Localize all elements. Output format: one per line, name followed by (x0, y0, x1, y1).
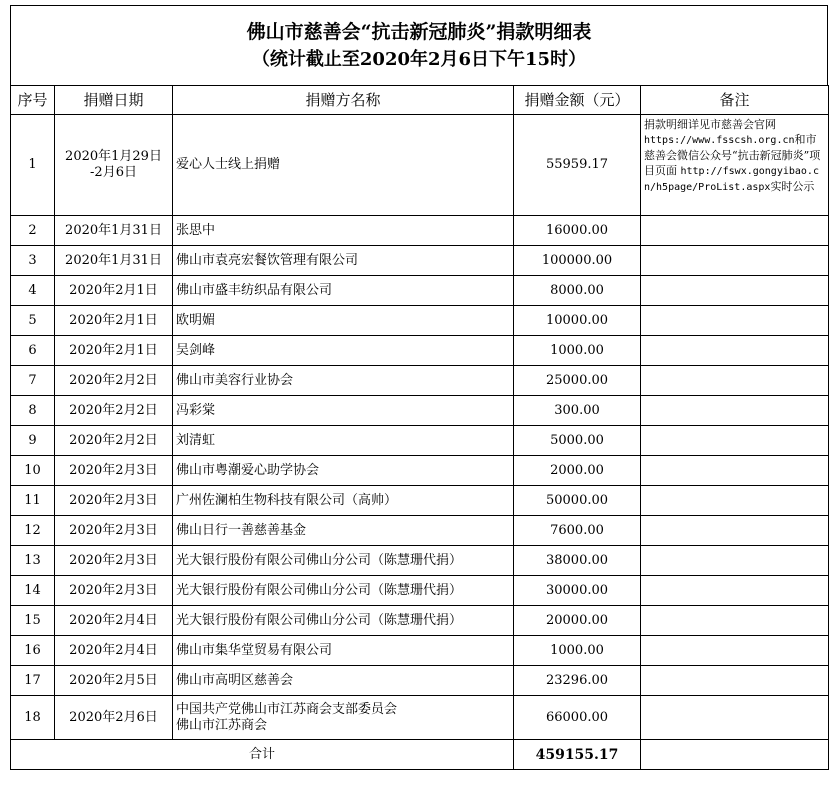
cell-note (641, 336, 829, 366)
cell-donor: 爱心人士线上捐赠 (173, 115, 514, 216)
cell-date: 2020年2月1日 (55, 276, 173, 306)
note-link-official-site[interactable]: https://www.fsscsh.org.cn (644, 135, 795, 146)
cell-amount: 5000.00 (514, 426, 641, 456)
table-row (11, 696, 829, 740)
cell-donor: 佛山市高明区慈善会 (173, 666, 514, 696)
cell-donor: 张思中 (173, 216, 514, 246)
cell-note (641, 246, 829, 276)
cell-no: 2 (11, 216, 55, 246)
cell-no: 11 (11, 486, 55, 516)
cell-date: 2020年2月3日 (55, 516, 173, 546)
table-header-row (11, 86, 829, 115)
cell-amount: 25000.00 (514, 366, 641, 396)
cell-amount: 23296.00 (514, 666, 641, 696)
cell-donor: 吴剑峰 (173, 336, 514, 366)
cell-note (641, 276, 829, 306)
cell-note (641, 216, 829, 246)
cell-amount: 2000.00 (514, 456, 641, 486)
cell-amount: 1000.00 (514, 636, 641, 666)
cell-date: 2020年2月3日 (55, 456, 173, 486)
cell-amount: 1000.00 (514, 336, 641, 366)
table-row (11, 426, 829, 456)
table-row (11, 456, 829, 486)
cell-note (641, 636, 829, 666)
cell-donor: 欧明媚 (173, 306, 514, 336)
cell-amount: 66000.00 (514, 696, 641, 740)
table-row (11, 636, 829, 666)
cell-donor: 广州佐澜柏生物科技有限公司（高帅） (173, 486, 514, 516)
cell-amount: 16000.00 (514, 216, 641, 246)
table-row (11, 306, 829, 336)
cell-donor: 佛山市盛丰纺织品有限公司 (173, 276, 514, 306)
cell-date: 2020年2月3日 (55, 486, 173, 516)
column-header-amount: 捐赠金额（元） (514, 86, 641, 115)
cell-no: 9 (11, 426, 55, 456)
cell-no: 13 (11, 546, 55, 576)
note-link-project-page[interactable]: http://fswx.gongyibao.cn/h5page/ProList.aspx (644, 166, 819, 193)
cell-amount: 300.00 (514, 396, 641, 426)
cell-amount: 30000.00 (514, 576, 641, 606)
table-row (11, 546, 829, 576)
cell-no: 18 (11, 696, 55, 740)
cell-date: 2020年2月1日 (55, 336, 173, 366)
cell-amount: 100000.00 (514, 246, 641, 276)
cell-no: 4 (11, 276, 55, 306)
cell-donor: 光大银行股份有限公司佛山分公司（陈慧珊代捐） (173, 576, 514, 606)
cell-no: 14 (11, 576, 55, 606)
column-header-donor: 捐赠方名称 (173, 86, 514, 115)
cell-no: 10 (11, 456, 55, 486)
cell-amount: 7600.00 (514, 516, 641, 546)
table-row (11, 336, 829, 366)
cell-date (55, 115, 173, 216)
donor-line: 佛山市江苏商会 (176, 717, 268, 733)
cell-date: 2020年1月31日 (55, 246, 173, 276)
cell-note (641, 426, 829, 456)
cell-donor: 佛山市粤潮爱心助学协会 (173, 456, 514, 486)
column-header-date: 捐赠日期 (55, 86, 173, 115)
cell-no: 8 (11, 396, 55, 426)
note-text: 和市慈善会微信公众号“抗击新冠肺炎”项目页面 (644, 133, 821, 177)
page-title: 佛山市慈善会“抗击新冠肺炎”捐款明细表 (246, 20, 592, 43)
cell-no: 1 (11, 115, 55, 216)
column-header-note: 备注 (641, 86, 829, 115)
cell-date: 2020年2月2日 (55, 366, 173, 396)
cell-note (641, 546, 829, 576)
cell-donor (173, 696, 514, 740)
cell-note (641, 576, 829, 606)
cell-no: 17 (11, 666, 55, 696)
total-row (11, 740, 829, 770)
cell-donor: 佛山市集华堂贸易有限公司 (173, 636, 514, 666)
cell-note (641, 696, 829, 740)
total-amount: 459155.17 (514, 740, 641, 770)
date-line: 2020年1月29日 (65, 149, 162, 164)
cell-note (641, 366, 829, 396)
note-text: 实时公示 (770, 180, 815, 193)
table-row (11, 366, 829, 396)
total-label: 合计 (11, 740, 514, 770)
cell-donor: 佛山市美容行业协会 (173, 366, 514, 396)
cell-no: 15 (11, 606, 55, 636)
donation-sheet (10, 5, 828, 770)
column-header-no: 序号 (11, 86, 55, 115)
cell-note (641, 486, 829, 516)
cell-amount: 8000.00 (514, 276, 641, 306)
cell-note (641, 396, 829, 426)
cell-donor: 佛山市袁亮宏餐饮管理有限公司 (173, 246, 514, 276)
cell-date: 2020年2月1日 (55, 306, 173, 336)
cell-date: 2020年2月5日 (55, 666, 173, 696)
cell-donor: 佛山日行一善慈善基金 (173, 516, 514, 546)
cell-no: 5 (11, 306, 55, 336)
note-text: 捐款明细详见市慈善会官网 (644, 118, 776, 131)
cell-no: 16 (11, 636, 55, 666)
title-block (10, 5, 828, 85)
cell-date: 2020年2月3日 (55, 546, 173, 576)
cell-note (641, 115, 829, 216)
cell-donor: 光大银行股份有限公司佛山分公司（陈慧珊代捐） (173, 606, 514, 636)
cell-amount: 55959.17 (514, 115, 641, 216)
cell-amount: 50000.00 (514, 486, 641, 516)
cell-donor: 光大银行股份有限公司佛山分公司（陈慧珊代捐） (173, 546, 514, 576)
table-row (11, 516, 829, 546)
date-line: -2月6日 (90, 165, 137, 180)
page-subtitle: （统计截止至2020年2月6日下午15时） (251, 48, 587, 70)
cell-note (641, 516, 829, 546)
cell-date: 2020年2月6日 (55, 696, 173, 740)
cell-date: 2020年2月3日 (55, 576, 173, 606)
cell-note (641, 456, 829, 486)
cell-no: 7 (11, 366, 55, 396)
table-row (11, 576, 829, 606)
table-row (11, 115, 829, 216)
cell-date: 2020年1月31日 (55, 216, 173, 246)
cell-no: 3 (11, 246, 55, 276)
cell-date: 2020年2月4日 (55, 606, 173, 636)
cell-no: 12 (11, 516, 55, 546)
cell-note (641, 606, 829, 636)
table-row (11, 486, 829, 516)
table-row (11, 276, 829, 306)
cell-date: 2020年2月4日 (55, 636, 173, 666)
cell-note (641, 306, 829, 336)
table-row (11, 396, 829, 426)
donation-table (10, 85, 829, 770)
cell-date: 2020年2月2日 (55, 396, 173, 426)
cell-donor: 刘清虹 (173, 426, 514, 456)
cell-note (641, 740, 829, 770)
cell-donor: 冯彩棠 (173, 396, 514, 426)
table-row (11, 666, 829, 696)
donor-line: 中国共产党佛山市江苏商会支部委员会 (176, 701, 398, 717)
cell-amount: 10000.00 (514, 306, 641, 336)
cell-no: 6 (11, 336, 55, 366)
cell-amount: 20000.00 (514, 606, 641, 636)
table-row (11, 606, 829, 636)
cell-amount: 38000.00 (514, 546, 641, 576)
table-row (11, 216, 829, 246)
cell-date: 2020年2月2日 (55, 426, 173, 456)
cell-note (641, 666, 829, 696)
table-row (11, 246, 829, 276)
